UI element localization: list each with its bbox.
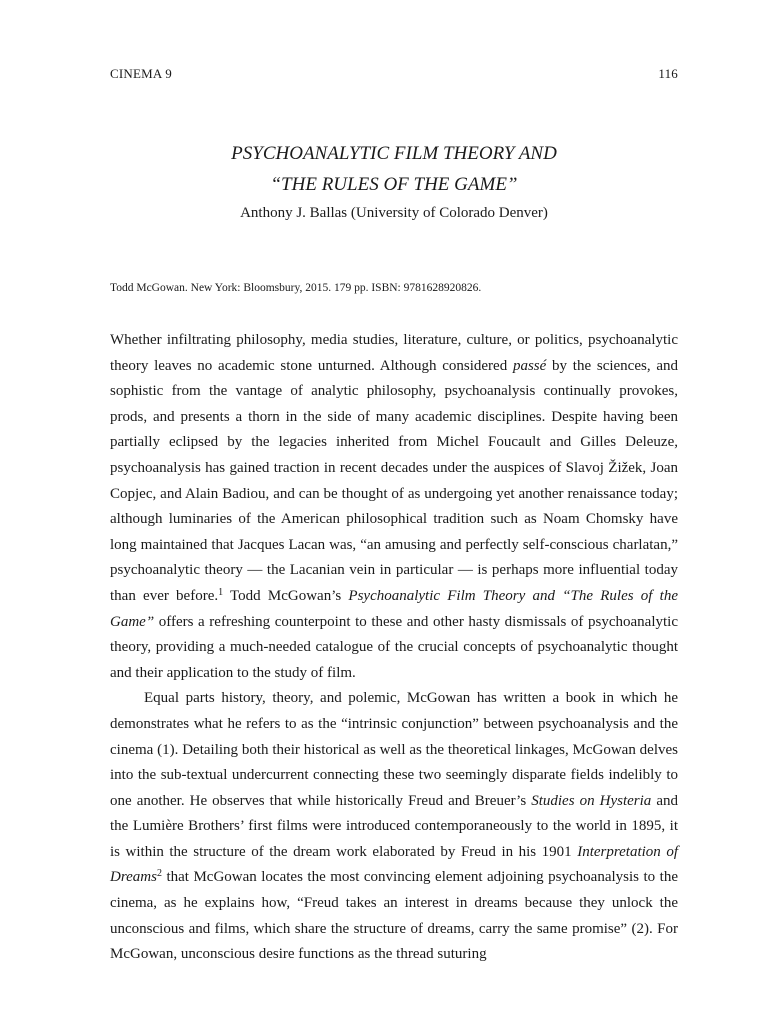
p2-italic-interpretation-of-dreams: Interpretation of Dreams <box>110 843 678 886</box>
p1-text-2: by the sciences, and sophistic from the vantage of analytic philosophy, psychoanalysis continually provokes, prods, and presents a thorn in the side of many academic disciplines. Despite having been partially eclipsed by the legacies inherited from Michel Foucault and Gilles Deleuze, psychoanalysis has gained traction in recent decades under the auspices of Slavoj Žižek, Joan Copjec, and Alain Badiou, and can be thought of as undergoing yet another renaissance today; although luminaries of the American philosophical tradition such as Noam Chomsky have long maintained that Jacques Lacan was, “an amusing and perfectly self-conscious charlatan,” psychoanalytic theory — the Lacanian vein in particular — is perhaps more influential today than ever before. <box>110 357 678 604</box>
page-number: 116 <box>658 66 678 81</box>
paragraph-1 <box>110 328 678 686</box>
article-body <box>110 328 678 968</box>
article-title <box>110 138 678 200</box>
article-title-line-1: PSYCHOANALYTIC FILM THEORY AND <box>231 143 557 164</box>
p2-text-1: Equal parts history, theory, and polemic, McGowan has written a book in which he demonstrates what he refers to as the “intrinsic conjunction” between psychoanalysis and the cinema (1). Detailing both their historical as well as the theoretical linkages, McGowan delves into the sub-textual undercurrent connecting these two seemingly disparate fields indelibly to one another. He observes that while historically Freud and Breuer’s <box>110 690 678 809</box>
p2-italic-studies-on-hysteria: Studies on Hysteria <box>531 792 652 809</box>
p2-text-3: that McGowan locates the most convincing element adjoining psychoanalysis to the cinema, as he explains how, “Freud takes an interest in dreams because they unlock the unconscious and films, which share the structure of dreams, carry the same promise” (2). For McGowan, unconscious desire functions as the thread suturing <box>110 869 678 963</box>
p1-text-4: offers a refreshing counterpoint to these and other hasty dismissals of psychoanalytic theory, providing a much-needed catalogue of the crucial concepts of psychoanalytic thought and their application to the study of film. <box>110 613 678 681</box>
footnote-ref-2[interactable]: 2 <box>156 868 162 880</box>
paragraph-2 <box>110 686 678 968</box>
p2-text-2: and the Lumière Brothers’ first films were introduced contemporaneously to the world in 1895, it is within the structure of the dream work elaborated by Freud in his 1901 <box>110 792 678 860</box>
article-title-line-2: “THE RULES OF THE GAME” <box>270 174 518 195</box>
p1-text-1: Whether infiltrating philosophy, media studies, literature, culture, or politics, psychoanalytic theory leaves no academic stone unturned. Although considered <box>110 332 678 374</box>
book-citation: Todd McGowan. New York: Bloomsbury, 2015. 179 pp. ISBN: 9781628920826. <box>110 282 482 294</box>
p1-italic-book-title: Psychoanalytic Film Theory and “The Rules of the Game” <box>110 587 678 630</box>
footnote-ref-1[interactable]: 1 <box>218 586 224 598</box>
p1-text-3: Todd McGowan’s <box>223 587 349 604</box>
journal-name: CINEMA 9 <box>110 66 172 81</box>
p1-italic-passe: passé <box>512 357 547 374</box>
article-author: Anthony J. Ballas (University of Colorado Denver) <box>240 205 548 221</box>
